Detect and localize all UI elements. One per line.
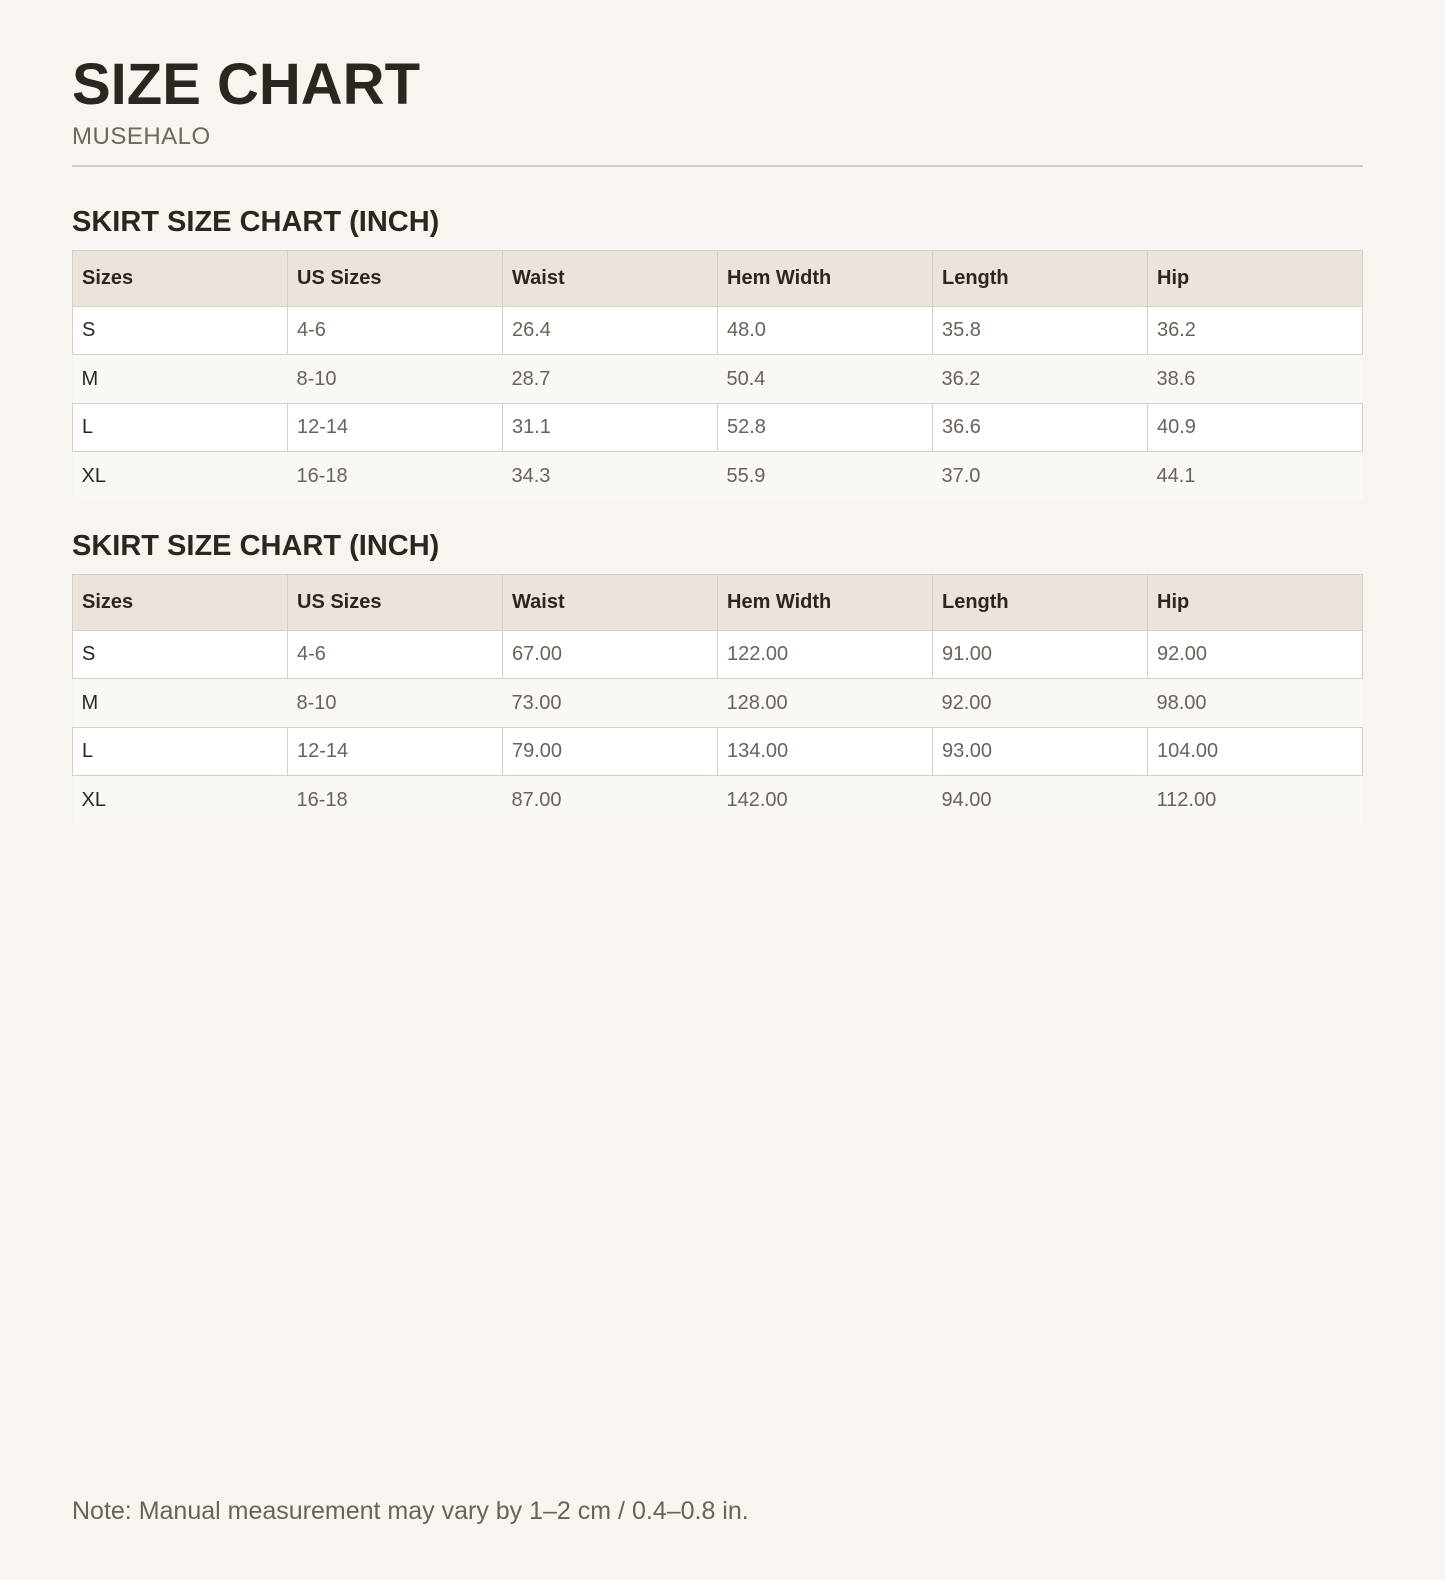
cell-us-size: 16-18 xyxy=(288,776,503,825)
size-table xyxy=(72,250,1363,500)
cell-us-size: 4-6 xyxy=(288,631,503,679)
cell-size: XL xyxy=(73,776,288,825)
section-title: SKIRT SIZE CHART (INCH) xyxy=(72,206,440,238)
cell-hip: 98.00 xyxy=(1148,679,1363,728)
cell-hem-width: 55.9 xyxy=(718,452,933,501)
cell-hem-width: 122.00 xyxy=(718,631,933,679)
table-row xyxy=(73,679,1363,728)
table-row xyxy=(73,776,1363,825)
cell-size: M xyxy=(73,679,288,728)
cell-length: 36.2 xyxy=(933,355,1148,404)
header-divider xyxy=(72,165,1363,167)
cell-waist: 28.7 xyxy=(503,355,718,404)
cell-size: L xyxy=(73,404,288,452)
table-row xyxy=(73,404,1363,452)
column-header-us-sizes: US Sizes xyxy=(288,575,503,631)
column-header-waist: Waist xyxy=(503,575,718,631)
cell-us-size: 12-14 xyxy=(288,728,503,776)
cell-size: L xyxy=(73,728,288,776)
cell-hip: 36.2 xyxy=(1148,307,1363,355)
cell-size: XL xyxy=(73,452,288,501)
size-table xyxy=(72,574,1363,824)
cell-length: 94.00 xyxy=(933,776,1148,825)
column-header-hem-width: Hem Width xyxy=(718,251,933,307)
table-row xyxy=(73,307,1363,355)
cell-waist: 79.00 xyxy=(503,728,718,776)
brand-name: MUSEHALO xyxy=(72,123,211,150)
cell-length: 35.8 xyxy=(933,307,1148,355)
cell-hip: 40.9 xyxy=(1148,404,1363,452)
cell-hem-width: 134.00 xyxy=(718,728,933,776)
cell-hem-width: 50.4 xyxy=(718,355,933,404)
cell-hem-width: 52.8 xyxy=(718,404,933,452)
cell-waist: 73.00 xyxy=(503,679,718,728)
cell-hip: 92.00 xyxy=(1148,631,1363,679)
column-header-sizes: Sizes xyxy=(73,575,288,631)
cell-size: M xyxy=(73,355,288,404)
cell-waist: 26.4 xyxy=(503,307,718,355)
section-title: SKIRT SIZE CHART (INCH) xyxy=(72,530,440,562)
column-header-length: Length xyxy=(933,575,1148,631)
measurement-note: Note: Manual measurement may vary by 1–2 cm / 0.4–0.8 in. xyxy=(72,1497,749,1525)
cell-length: 91.00 xyxy=(933,631,1148,679)
table-row xyxy=(73,355,1363,404)
column-header-length: Length xyxy=(933,251,1148,307)
cell-us-size: 4-6 xyxy=(288,307,503,355)
cell-waist: 34.3 xyxy=(503,452,718,501)
cell-waist: 31.1 xyxy=(503,404,718,452)
cell-length: 92.00 xyxy=(933,679,1148,728)
size-table-section-1 xyxy=(72,204,1363,500)
cell-hem-width: 48.0 xyxy=(718,307,933,355)
cell-us-size: 8-10 xyxy=(288,355,503,404)
column-header-waist: Waist xyxy=(503,251,718,307)
cell-length: 36.6 xyxy=(933,404,1148,452)
column-header-us-sizes: US Sizes xyxy=(288,251,503,307)
page-title: SIZE CHART xyxy=(72,52,420,117)
table-row xyxy=(73,728,1363,776)
table-row xyxy=(73,631,1363,679)
cell-waist: 67.00 xyxy=(503,631,718,679)
cell-hem-width: 142.00 xyxy=(718,776,933,825)
column-header-hip: Hip xyxy=(1148,575,1363,631)
cell-us-size: 8-10 xyxy=(288,679,503,728)
cell-size: S xyxy=(73,307,288,355)
cell-hip: 44.1 xyxy=(1148,452,1363,501)
cell-hem-width: 128.00 xyxy=(718,679,933,728)
column-header-sizes: Sizes xyxy=(73,251,288,307)
table-header-row xyxy=(73,251,1363,307)
table-row xyxy=(73,452,1363,501)
cell-hip: 38.6 xyxy=(1148,355,1363,404)
column-header-hip: Hip xyxy=(1148,251,1363,307)
cell-hip: 112.00 xyxy=(1148,776,1363,825)
cell-hip: 104.00 xyxy=(1148,728,1363,776)
table-header-row xyxy=(73,575,1363,631)
cell-length: 93.00 xyxy=(933,728,1148,776)
cell-waist: 87.00 xyxy=(503,776,718,825)
cell-length: 37.0 xyxy=(933,452,1148,501)
size-table-section-2 xyxy=(72,528,1363,824)
cell-size: S xyxy=(73,631,288,679)
cell-us-size: 16-18 xyxy=(288,452,503,501)
column-header-hem-width: Hem Width xyxy=(718,575,933,631)
cell-us-size: 12-14 xyxy=(288,404,503,452)
